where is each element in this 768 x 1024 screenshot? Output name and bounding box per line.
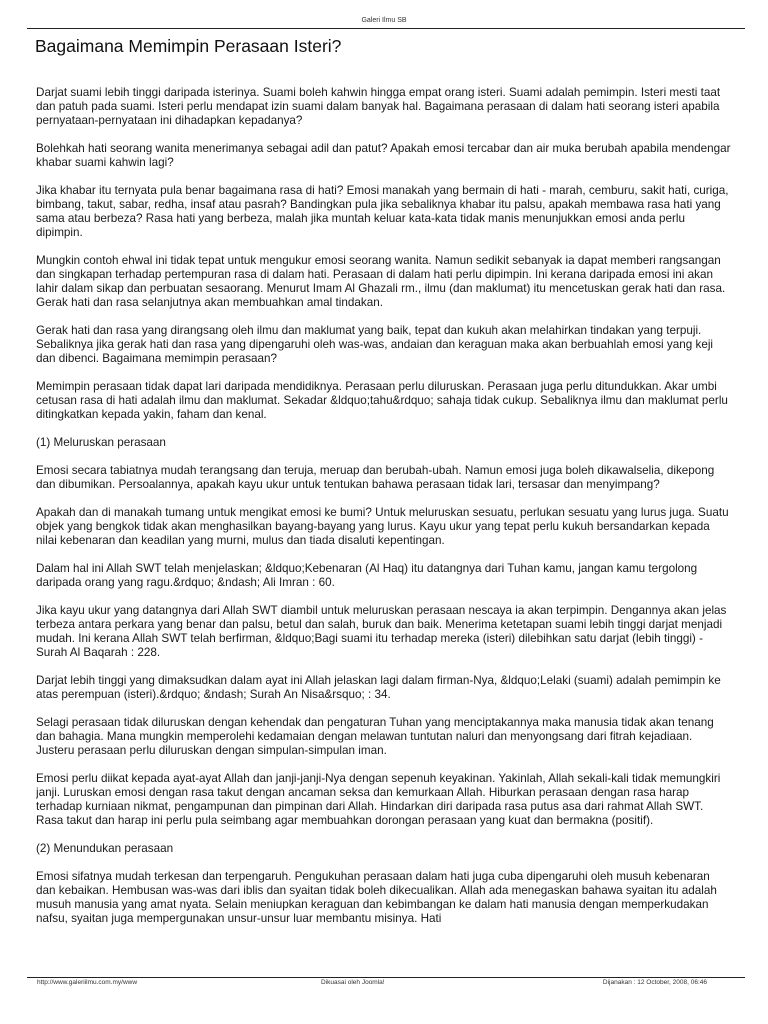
paragraph-intro: Darjat suami lebih tinggi daripada isterinya. Suami boleh kahwin hingga empat orang isteri. Suami adalah pemimpin. Isteri mesti taat dan patuh pada suami. Isteri perlu mendapat izin suami dalam banyak hal. Bagaimana perasaan di dalam hati seorang isteri apabila pernyataan-pernyataan ini dihadapkan kepadanya?: [36, 86, 721, 127]
footer-powered-by: Dikuasai oleh Joomla!: [321, 979, 385, 986]
bottom-divider: [27, 977, 745, 978]
paragraph: Emosi sifatnya mudah terkesan dan terpengaruh. Pengukuhan perasaan dalam hati juga cuba dipengaruhi oleh musuh kebenaran dan kebaikan. Hembusan was-was dari iblis dan syaitan tidak boleh dikecualikan. Allah ada menegaskan bahawa syaitan itu adalah musuh manusia yang amat nyata. Selain meniupkan keraguan dan kebimbangan ke dalam hati manusia dengan memperkudakan nafsu, syaitan juga mempergunakan unsur-unsur luar membantu misinya. Hati: [36, 870, 717, 925]
paragraph: Emosi perlu diikat kepada ayat-ayat Allah dan janji-janji-Nya dengan sepenuh keyakinan. Yakinlah, Allah sekali-kali tidak memungkiri janji. Luruskan emosi dengan rasa takut dengan ancaman seksa dan kemurkaan Allah. Hiburkan perasaan dengan rasa harap terhadap kurniaan nikmat, pengampunan dan pimpinan dari Allah. Hindarkan diri daripada rasa putus asa dari rahmat Allah SWT. Rasa takut dan harap ini perlu pula seimbang agar membuahkan dorongan perasaan yang kuat dan bermakna (positif).: [36, 772, 721, 827]
paragraph: Bolehkah hati seorang wanita menerimanya sebagai adil dan patut? Apakah emosi tercabar dan air muka berubah apabila mendengar khabar suami kahwin lagi?: [36, 142, 731, 169]
paragraph: Memimpin perasaan tidak dapat lari daripada mendidiknya. Perasaan perlu diluruskan. Perasaan juga perlu ditundukkan. Akar umbi cetusan rasa di hati adalah ilmu dan maklumat. Sekadar &ldquo;tahu&rdquo; sahaja tidak cukup. Sebaliknya ilmu dan maklumat perlu ditingkatkan kepada yakin, faham dan kenal.: [36, 380, 728, 421]
paragraph: Gerak hati dan rasa yang dirangsang oleh ilmu dan maklumat yang baik, tepat dan kukuh akan melahirkan tindakan yang terpuji. Sebaliknya jika gerak hati dan rasa yang dipengaruhi oleh was-was, andaian dan keraguan maka akan berbuahlah emosi yang keji dan dibenci. Bagaimana memimpin perasaan?: [36, 324, 714, 365]
article-title: Bagaimana Memimpin Perasaan Isteri?: [35, 36, 342, 56]
footer-generated-date: Dijanakan : 12 October, 2008, 06:46: [602, 979, 707, 986]
top-divider: [27, 28, 745, 29]
page-footer: [37, 979, 707, 989]
paragraph: Emosi secara tabiatnya mudah terangsang dan teruja, meruap dan berubah-ubah. Namun emosi juga boleh dikawalselia, dikepong dan dibumikan. Persoalannya, apakah kayu ukur untuk tentukan bahawa perasaan tidak lari, tersasar dan menyimpang?: [36, 464, 715, 491]
paragraph: Jika khabar itu ternyata pula benar bagaimana rasa di hati? Emosi manakah yang bermain di hati - marah, cemburu, sakit hati, curiga, bimbang, takut, sabar, redha, insaf atau pasrah? Bandingkan pula jika sebaliknya khabar itu palsu, apakah membawa rasa hati yang sama atau berbeza? Rasa hati yang berbeza, malah jika muntah keluar kata-kata tidak manis menunjukkan emosi anda perlu dipimpin.: [36, 184, 729, 239]
paragraph: Apakah dan di manakah tumang untuk mengikat emosi ke bumi? Untuk meluruskan sesuatu, perlukan sesuatu yang lurus juga. Suatu objek yang bengkok tidak akan menghasilkan bayang-bayang yang lurus. Kayu ukur yang tepat perlu kukuh bersandarkan kepada nilai kebenaran dan keadilan yang murni, mulus dan tiada disaluti kepentingan.: [36, 506, 729, 547]
paragraph: Selagi perasaan tidak diluruskan dengan kehendak dan pengaturan Tuhan yang menciptakannya maka manusia tidak akan tenang dan bahagia. Mana mungkin memperolehi kedamaian dengan melawan tuntutan naluri dan menyongsang dari fitrah kejadiaan. Justeru perasaan perlu diluruskan dengan simpulan-simpulan iman.: [36, 716, 714, 757]
paragraph: Darjat lebih tinggi yang dimaksudkan dalam ayat ini Allah jelaskan lagi dalam firman-Nya, &ldquo;Lelaki (suami) adalah pemimpin ke atas perempuan (isteri).&rdquo; &ndash; Surah An Nisa&rsquo; : 34.: [36, 674, 721, 701]
section-heading-2: (2) Menundukan perasaan: [36, 842, 174, 855]
footer-url-link[interactable]: http://www.galeriilmu.com.my/www: [37, 979, 138, 986]
paragraph: Jika kayu ukur yang datangnya dari Allah SWT diambil untuk meluruskan perasaan nescaya ia akan terpimpin. Dengannya akan jelas terbeza antara perkara yang benar dan palsu, betul dan salah, buruk dan baik. Menerima ketetapan suami lebih tinggi darjat menjadi mudah. Ini kerana Allah SWT telah berfirman, &ldquo;Bagi suami itu terhadap mereka (isteri) dilebihkan satu darjat (lebih tinggi) - Surah Al Baqarah : 228.: [36, 604, 727, 659]
article-body: [36, 86, 732, 974]
paragraph: Dalam hal ini Allah SWT telah menjelaskan; &ldquo;Kebenaran (Al Haq) itu datangnya dari Tuhan kamu, jangan kamu tergolong daripada orang yang ragu.&rdquo; &ndash; Ali Imran : 60.: [36, 562, 698, 589]
section-heading-1: (1) Meluruskan perasaan: [36, 436, 166, 449]
site-header-label: Galeri Ilmu SB: [361, 17, 407, 24]
paragraph: Mungkin contoh ehwal ini tidak tepat untuk mengukur emosi seorang wanita. Namun sedikit sebanyak ia dapat memberi rangsangan dan singkapan terhadap pertempuran rasa di dalam hati. Perasaan di dalam hati perlu dipimpin. Ini kerana daripada emosi ini akan lahir dalam sikap dan perbuatan sesaorang. Menurut Imam Al Ghazali rm., ilmu (dan maklumat) itu mencetuskan gerak hati dan rasa. Gerak hati dan rasa selanjutnya akan membuahkan amal tindakan.: [36, 254, 726, 309]
